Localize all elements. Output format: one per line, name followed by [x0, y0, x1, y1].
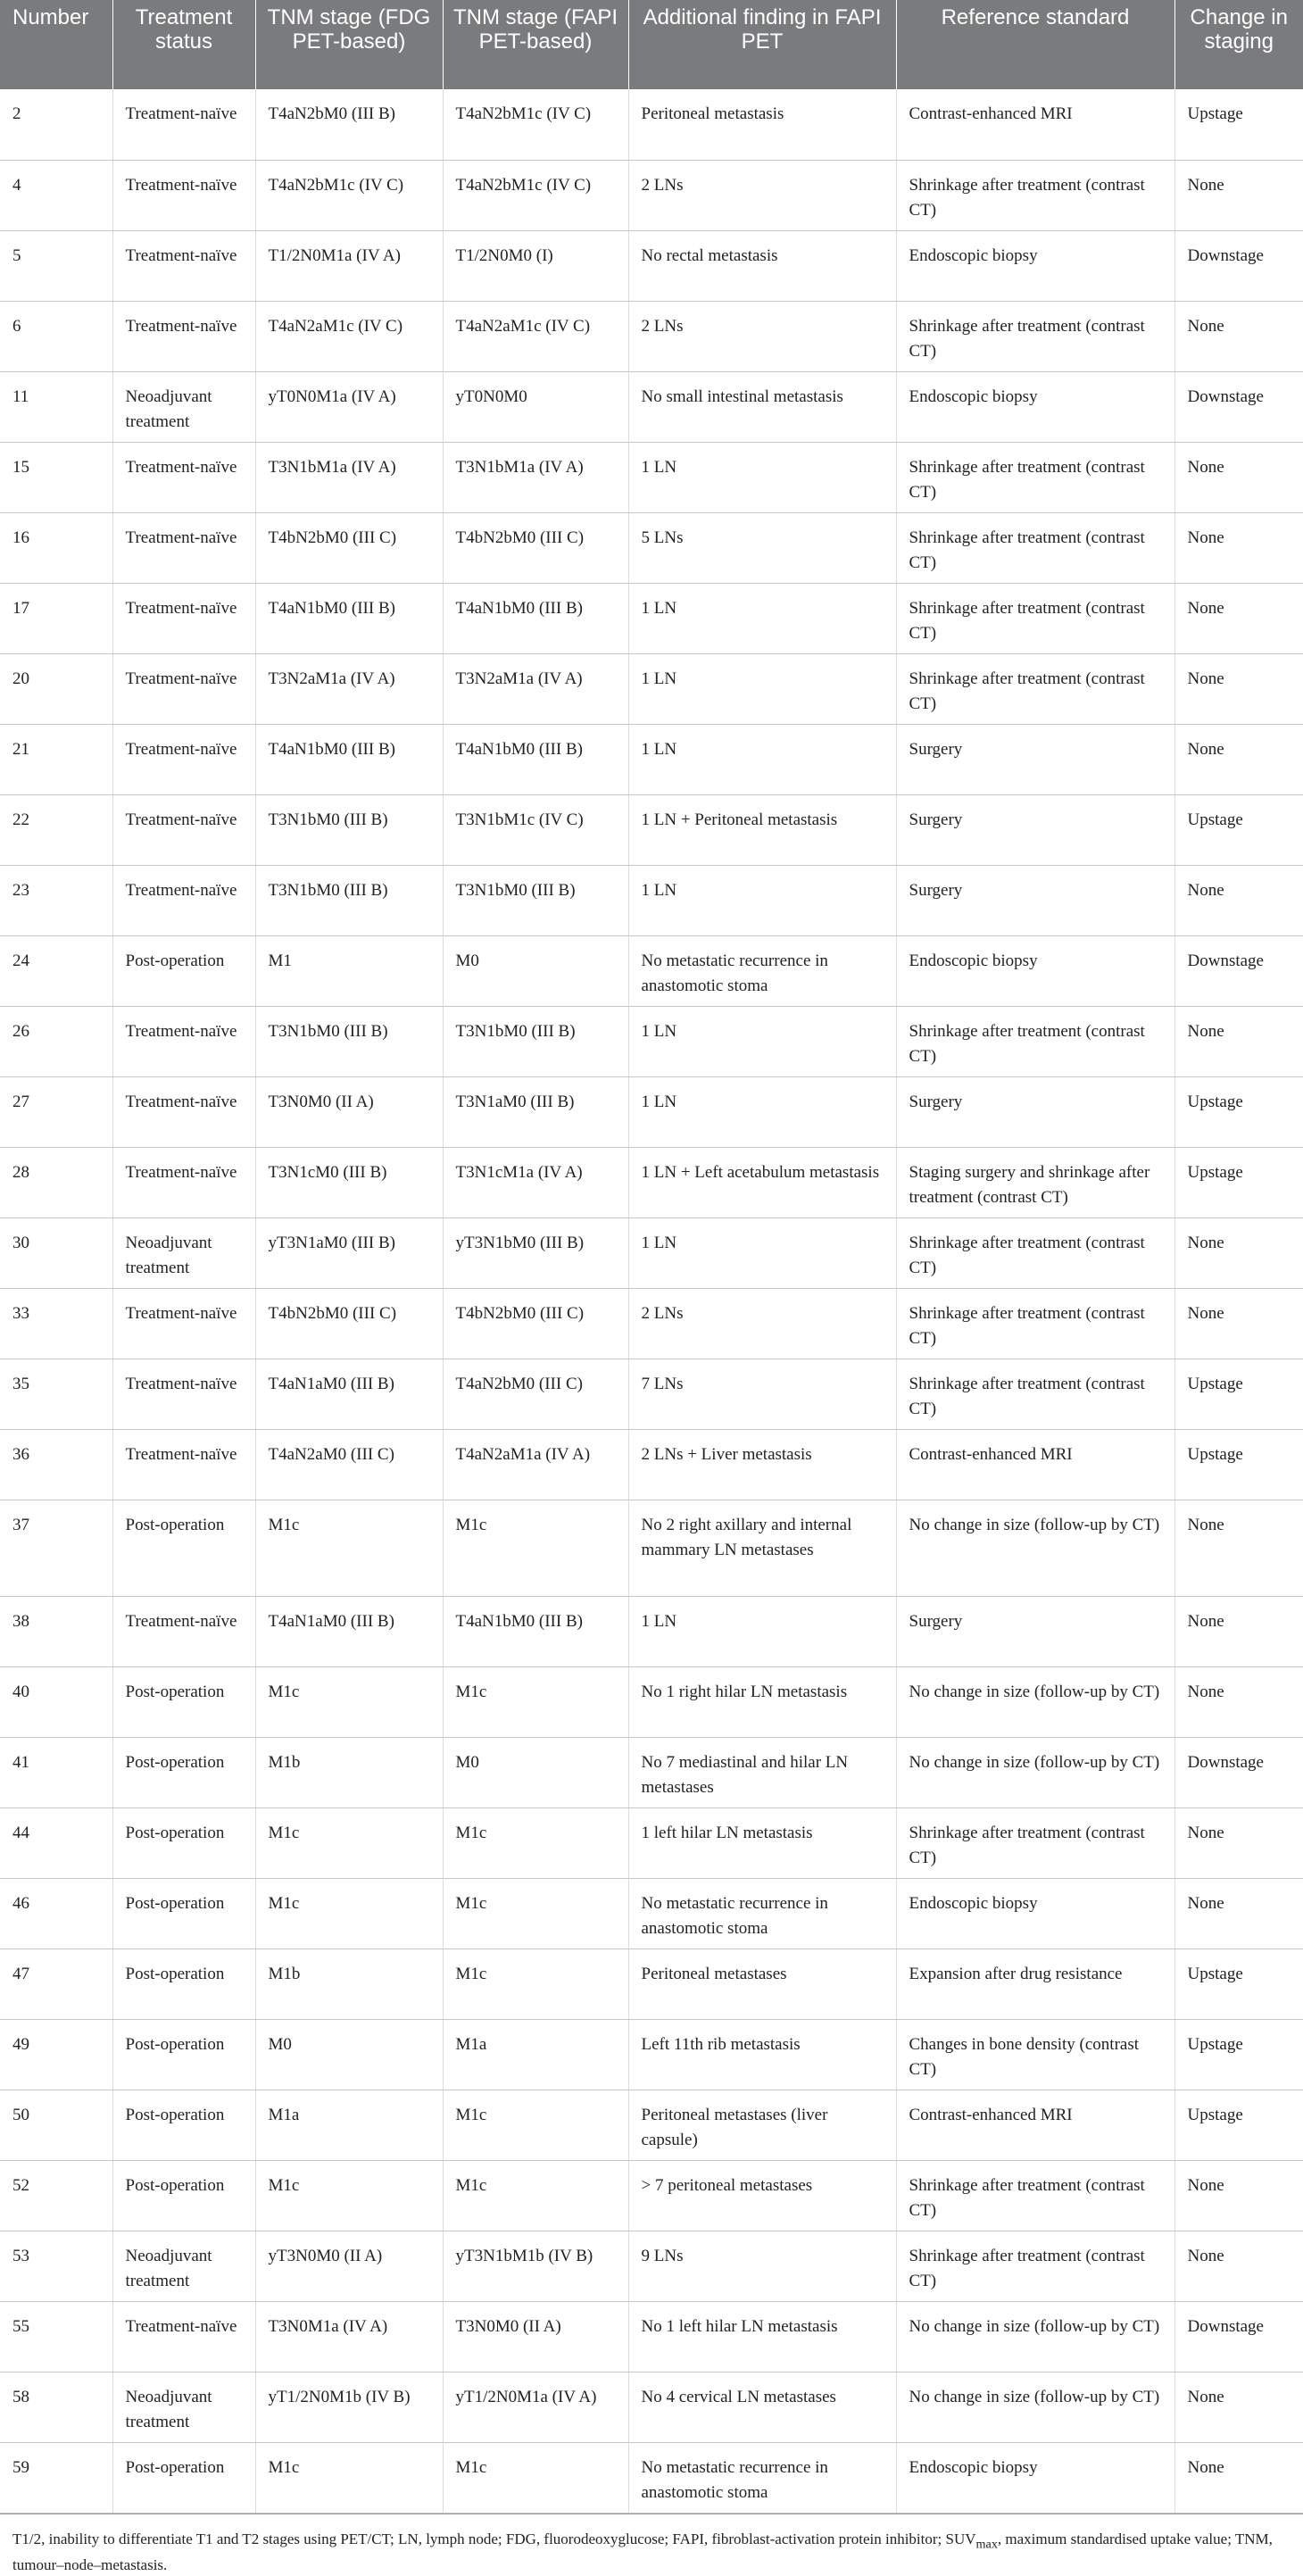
- cell-reference-standard: Surgery: [896, 1596, 1174, 1666]
- cell-tnm-fapi: T4aN2bM0 (III C): [443, 1359, 628, 1429]
- cell-number: 5: [0, 230, 112, 301]
- cell-treatment-status: Post-operation: [112, 2019, 255, 2090]
- table-row: [0, 2090, 1303, 2160]
- cell-reference-standard: Shrinkage after treatment (contrast CT): [896, 1288, 1174, 1359]
- table-row: [0, 1076, 1303, 1147]
- table-row: [0, 512, 1303, 583]
- cell-additional-finding: 1 LN + Peritoneal metastasis: [628, 794, 896, 865]
- table-row: [0, 1878, 1303, 1949]
- cell-treatment-status: Neoadjuvant treatment: [112, 2372, 255, 2442]
- cell-additional-finding: 2 LNs: [628, 301, 896, 371]
- cell-number: 6: [0, 301, 112, 371]
- cell-additional-finding: 1 left hilar LN metastasis: [628, 1807, 896, 1878]
- cell-tnm-fdg: T3N1bM0 (III B): [255, 1006, 443, 1076]
- cell-change-in-staging: None: [1174, 1596, 1303, 1666]
- cell-additional-finding: 9 LNs: [628, 2231, 896, 2301]
- cell-change-in-staging: None: [1174, 160, 1303, 230]
- table-row: [0, 2160, 1303, 2231]
- cell-tnm-fapi: T3N1bM1c (IV C): [443, 794, 628, 865]
- cell-treatment-status: Post-operation: [112, 1949, 255, 2019]
- cell-reference-standard: Shrinkage after treatment (contrast CT): [896, 2160, 1174, 2231]
- table-row: [0, 1006, 1303, 1076]
- table-row: [0, 89, 1303, 160]
- cell-tnm-fapi: T4bN2bM0 (III C): [443, 1288, 628, 1359]
- cell-reference-standard: Shrinkage after treatment (contrast CT): [896, 1359, 1174, 1429]
- cell-tnm-fdg: M1c: [255, 2160, 443, 2231]
- cell-reference-standard: Surgery: [896, 794, 1174, 865]
- table-row: [0, 1429, 1303, 1500]
- cell-reference-standard: Endoscopic biopsy: [896, 1878, 1174, 1949]
- cell-tnm-fapi: T3N1aM0 (III B): [443, 1076, 628, 1147]
- table-row: [0, 2019, 1303, 2090]
- cell-tnm-fdg: T4aN2aM0 (III C): [255, 1429, 443, 1500]
- cell-reference-standard: Shrinkage after treatment (contrast CT): [896, 1807, 1174, 1878]
- table-row: [0, 1807, 1303, 1878]
- cell-reference-standard: Shrinkage after treatment (contrast CT): [896, 2231, 1174, 2301]
- cell-number: 55: [0, 2301, 112, 2372]
- cell-number: 58: [0, 2372, 112, 2442]
- cell-tnm-fdg: M1c: [255, 1807, 443, 1878]
- cell-tnm-fdg: T4aN2bM1c (IV C): [255, 160, 443, 230]
- cell-reference-standard: Shrinkage after treatment (contrast CT): [896, 512, 1174, 583]
- cell-tnm-fapi: M0: [443, 935, 628, 1006]
- cell-treatment-status: Treatment-naïve: [112, 865, 255, 935]
- cell-additional-finding: 7 LNs: [628, 1359, 896, 1429]
- cell-change-in-staging: None: [1174, 2231, 1303, 2301]
- cell-additional-finding: No metastatic recurrence in anastomotic stoma: [628, 1878, 896, 1949]
- cell-additional-finding: No 2 right axillary and internal mammary LN metastases: [628, 1500, 896, 1596]
- cell-number: 24: [0, 935, 112, 1006]
- cell-additional-finding: 1 LN: [628, 442, 896, 512]
- cell-tnm-fapi: T4bN2bM0 (III C): [443, 512, 628, 583]
- cell-reference-standard: Surgery: [896, 724, 1174, 794]
- cell-number: 16: [0, 512, 112, 583]
- cell-additional-finding: No 7 mediastinal and hilar LN metastases: [628, 1737, 896, 1807]
- cell-number: 59: [0, 2442, 112, 2513]
- cell-tnm-fapi: T4aN1bM0 (III B): [443, 724, 628, 794]
- table-row: [0, 1359, 1303, 1429]
- cell-number: 47: [0, 1949, 112, 2019]
- table-row: [0, 724, 1303, 794]
- cell-reference-standard: Surgery: [896, 1076, 1174, 1147]
- cell-additional-finding: No 1 right hilar LN metastasis: [628, 1666, 896, 1737]
- table-row: [0, 160, 1303, 230]
- cell-additional-finding: No 4 cervical LN metastases: [628, 2372, 896, 2442]
- cell-tnm-fdg: M0: [255, 2019, 443, 2090]
- cell-treatment-status: Treatment-naïve: [112, 230, 255, 301]
- cell-reference-standard: Surgery: [896, 865, 1174, 935]
- cell-tnm-fapi: T4aN1bM0 (III B): [443, 1596, 628, 1666]
- cell-tnm-fdg: M1c: [255, 1500, 443, 1596]
- cell-tnm-fapi: T4aN2bM1c (IV C): [443, 160, 628, 230]
- cell-reference-standard: Contrast-enhanced MRI: [896, 2090, 1174, 2160]
- table-row: [0, 583, 1303, 653]
- cell-tnm-fdg: yT1/2N0M1b (IV B): [255, 2372, 443, 2442]
- cell-change-in-staging: Downstage: [1174, 935, 1303, 1006]
- cell-change-in-staging: None: [1174, 1807, 1303, 1878]
- cell-change-in-staging: None: [1174, 301, 1303, 371]
- cell-additional-finding: 1 LN: [628, 1006, 896, 1076]
- cell-additional-finding: 1 LN + Left acetabulum metastasis: [628, 1147, 896, 1217]
- table-row: [0, 653, 1303, 724]
- cell-tnm-fapi: M1c: [443, 1949, 628, 2019]
- cell-tnm-fdg: yT3N0M0 (II A): [255, 2231, 443, 2301]
- cell-change-in-staging: Upstage: [1174, 2090, 1303, 2160]
- cell-additional-finding: 1 LN: [628, 583, 896, 653]
- cell-number: 41: [0, 1737, 112, 1807]
- cell-reference-standard: Endoscopic biopsy: [896, 371, 1174, 442]
- header-additional-finding: Additional finding in FAPI PET: [628, 0, 896, 89]
- cell-number: 15: [0, 442, 112, 512]
- cell-change-in-staging: None: [1174, 1878, 1303, 1949]
- cell-additional-finding: 1 LN: [628, 865, 896, 935]
- cell-change-in-staging: Upstage: [1174, 1429, 1303, 1500]
- cell-change-in-staging: Downstage: [1174, 230, 1303, 301]
- cell-additional-finding: > 7 peritoneal metastases: [628, 2160, 896, 2231]
- cell-change-in-staging: None: [1174, 1666, 1303, 1737]
- cell-treatment-status: Treatment-naïve: [112, 442, 255, 512]
- table-row: [0, 865, 1303, 935]
- cell-change-in-staging: None: [1174, 724, 1303, 794]
- cell-additional-finding: No metastatic recurrence in anastomotic stoma: [628, 2442, 896, 2513]
- cell-tnm-fapi: M1c: [443, 1666, 628, 1737]
- cell-additional-finding: No 1 left hilar LN metastasis: [628, 2301, 896, 2372]
- cell-additional-finding: 1 LN: [628, 1596, 896, 1666]
- cell-tnm-fapi: T3N1bM0 (III B): [443, 865, 628, 935]
- cell-reference-standard: Contrast-enhanced MRI: [896, 1429, 1174, 1500]
- cell-treatment-status: Treatment-naïve: [112, 1006, 255, 1076]
- cell-reference-standard: Endoscopic biopsy: [896, 230, 1174, 301]
- cell-treatment-status: Treatment-naïve: [112, 1429, 255, 1500]
- cell-reference-standard: Shrinkage after treatment (contrast CT): [896, 583, 1174, 653]
- cell-tnm-fapi: M1a: [443, 2019, 628, 2090]
- cell-tnm-fapi: T4aN2aM1c (IV C): [443, 301, 628, 371]
- cell-reference-standard: Staging surgery and shrinkage after treatment (contrast CT): [896, 1147, 1174, 1217]
- table-header: [0, 0, 1303, 89]
- cell-reference-standard: No change in size (follow-up by CT): [896, 1500, 1174, 1596]
- cell-change-in-staging: Upstage: [1174, 1147, 1303, 1217]
- cell-tnm-fdg: T3N1bM0 (III B): [255, 865, 443, 935]
- cell-treatment-status: Treatment-naïve: [112, 1147, 255, 1217]
- cell-additional-finding: 1 LN: [628, 1076, 896, 1147]
- table-row: [0, 1737, 1303, 1807]
- cell-tnm-fapi: T1/2N0M0 (I): [443, 230, 628, 301]
- table-row: [0, 794, 1303, 865]
- cell-treatment-status: Treatment-naïve: [112, 2301, 255, 2372]
- cell-tnm-fdg: T4aN1bM0 (III B): [255, 583, 443, 653]
- cell-treatment-status: Neoadjuvant treatment: [112, 371, 255, 442]
- cell-treatment-status: Post-operation: [112, 1878, 255, 1949]
- table-row: [0, 371, 1303, 442]
- cell-additional-finding: Left 11th rib metastasis: [628, 2019, 896, 2090]
- cell-number: 49: [0, 2019, 112, 2090]
- cell-tnm-fdg: T3N1bM1a (IV A): [255, 442, 443, 512]
- cell-reference-standard: Shrinkage after treatment (contrast CT): [896, 160, 1174, 230]
- cell-tnm-fdg: M1: [255, 935, 443, 1006]
- cell-number: 22: [0, 794, 112, 865]
- cell-reference-standard: Expansion after drug resistance: [896, 1949, 1174, 2019]
- header-number: Number: [0, 0, 112, 89]
- header-treatment-status: Treatment status: [112, 0, 255, 89]
- cell-treatment-status: Post-operation: [112, 2090, 255, 2160]
- cell-tnm-fdg: T4bN2bM0 (III C): [255, 1288, 443, 1359]
- cell-treatment-status: Treatment-naïve: [112, 1359, 255, 1429]
- cell-tnm-fdg: T3N1bM0 (III B): [255, 794, 443, 865]
- cell-number: 4: [0, 160, 112, 230]
- cell-tnm-fdg: T4aN2bM0 (III B): [255, 89, 443, 160]
- table-footnote: [0, 2514, 1303, 2576]
- table-row: [0, 935, 1303, 1006]
- cell-tnm-fdg: M1b: [255, 1737, 443, 1807]
- cell-treatment-status: Post-operation: [112, 2442, 255, 2513]
- cell-tnm-fapi: M1c: [443, 2090, 628, 2160]
- cell-tnm-fapi: yT3N1bM0 (III B): [443, 1217, 628, 1288]
- cell-treatment-status: Treatment-naïve: [112, 1288, 255, 1359]
- cell-change-in-staging: Upstage: [1174, 2019, 1303, 2090]
- cell-reference-standard: Changes in bone density (contrast CT): [896, 2019, 1174, 2090]
- cell-number: 40: [0, 1666, 112, 1737]
- cell-number: 35: [0, 1359, 112, 1429]
- cell-additional-finding: No small intestinal metastasis: [628, 371, 896, 442]
- cell-change-in-staging: None: [1174, 653, 1303, 724]
- table-row: [0, 442, 1303, 512]
- header-tnm-fapi: TNM stage (FAPI PET-based): [443, 0, 628, 89]
- cell-change-in-staging: None: [1174, 1500, 1303, 1596]
- cell-change-in-staging: None: [1174, 2372, 1303, 2442]
- cell-reference-standard: Shrinkage after treatment (contrast CT): [896, 653, 1174, 724]
- cell-tnm-fapi: M0: [443, 1737, 628, 1807]
- cell-change-in-staging: None: [1174, 865, 1303, 935]
- cell-additional-finding: Peritoneal metastases (liver capsule): [628, 2090, 896, 2160]
- cell-number: 53: [0, 2231, 112, 2301]
- cell-additional-finding: 1 LN: [628, 1217, 896, 1288]
- table-row: [0, 1147, 1303, 1217]
- table-row: [0, 1666, 1303, 1737]
- cell-tnm-fapi: T3N1bM1a (IV A): [443, 442, 628, 512]
- cell-change-in-staging: None: [1174, 583, 1303, 653]
- cell-number: 36: [0, 1429, 112, 1500]
- table-row: [0, 1500, 1303, 1596]
- cell-treatment-status: Post-operation: [112, 1666, 255, 1737]
- cell-tnm-fapi: T3N1bM0 (III B): [443, 1006, 628, 1076]
- cell-change-in-staging: Downstage: [1174, 2301, 1303, 2372]
- cell-change-in-staging: None: [1174, 442, 1303, 512]
- cell-reference-standard: No change in size (follow-up by CT): [896, 1737, 1174, 1807]
- cell-tnm-fdg: T3N0M0 (II A): [255, 1076, 443, 1147]
- cell-tnm-fdg: T1/2N0M1a (IV A): [255, 230, 443, 301]
- cell-tnm-fapi: yT0N0M0: [443, 371, 628, 442]
- cell-change-in-staging: Upstage: [1174, 794, 1303, 865]
- cell-tnm-fdg: T4aN1bM0 (III B): [255, 724, 443, 794]
- cell-additional-finding: 1 LN: [628, 653, 896, 724]
- cell-tnm-fdg: T4aN2aM1c (IV C): [255, 301, 443, 371]
- cell-tnm-fapi: M1c: [443, 2160, 628, 2231]
- table-row: [0, 301, 1303, 371]
- cell-number: 20: [0, 653, 112, 724]
- cell-reference-standard: No change in size (follow-up by CT): [896, 1666, 1174, 1737]
- footnote-subscript: max: [975, 2536, 998, 2551]
- cell-number: 52: [0, 2160, 112, 2231]
- cell-additional-finding: 1 LN: [628, 724, 896, 794]
- cell-treatment-status: Treatment-naïve: [112, 1596, 255, 1666]
- cell-number: 37: [0, 1500, 112, 1596]
- cell-reference-standard: Shrinkage after treatment (contrast CT): [896, 442, 1174, 512]
- cell-change-in-staging: Upstage: [1174, 89, 1303, 160]
- cell-treatment-status: Neoadjuvant treatment: [112, 2231, 255, 2301]
- cell-tnm-fapi: T3N1cM1a (IV A): [443, 1147, 628, 1217]
- cell-tnm-fdg: T3N2aM1a (IV A): [255, 653, 443, 724]
- cell-additional-finding: No rectal metastasis: [628, 230, 896, 301]
- cell-change-in-staging: None: [1174, 2160, 1303, 2231]
- cell-tnm-fapi: T3N2aM1a (IV A): [443, 653, 628, 724]
- cell-number: 2: [0, 89, 112, 160]
- table-row: [0, 2442, 1303, 2513]
- cell-treatment-status: Treatment-naïve: [112, 160, 255, 230]
- cell-treatment-status: Treatment-naïve: [112, 512, 255, 583]
- cell-reference-standard: Contrast-enhanced MRI: [896, 89, 1174, 160]
- cell-tnm-fdg: yT0N0M1a (IV A): [255, 371, 443, 442]
- cell-number: 27: [0, 1076, 112, 1147]
- cell-reference-standard: No change in size (follow-up by CT): [896, 2372, 1174, 2442]
- cell-tnm-fapi: M1c: [443, 1878, 628, 1949]
- cell-tnm-fdg: yT3N1aM0 (III B): [255, 1217, 443, 1288]
- cell-treatment-status: Post-operation: [112, 2160, 255, 2231]
- cell-tnm-fapi: M1c: [443, 2442, 628, 2513]
- cell-tnm-fdg: T4aN1aM0 (III B): [255, 1359, 443, 1429]
- cell-tnm-fapi: M1c: [443, 1500, 628, 1596]
- cell-tnm-fdg: T4bN2bM0 (III C): [255, 512, 443, 583]
- cell-treatment-status: Post-operation: [112, 1807, 255, 1878]
- cell-treatment-status: Treatment-naïve: [112, 583, 255, 653]
- cell-tnm-fdg: T3N0M1a (IV A): [255, 2301, 443, 2372]
- cell-change-in-staging: None: [1174, 2442, 1303, 2513]
- footnote-text-end: , maximum standardised uptake value; TNM, tumour–node–metastasis.: [12, 2530, 1273, 2573]
- cell-change-in-staging: Upstage: [1174, 1949, 1303, 2019]
- cell-tnm-fdg: T4aN1aM0 (III B): [255, 1596, 443, 1666]
- cell-reference-standard: Shrinkage after treatment (contrast CT): [896, 1006, 1174, 1076]
- cell-reference-standard: Endoscopic biopsy: [896, 2442, 1174, 2513]
- cell-reference-standard: No change in size (follow-up by CT): [896, 2301, 1174, 2372]
- cell-treatment-status: Treatment-naïve: [112, 1076, 255, 1147]
- table-row: [0, 2301, 1303, 2372]
- cell-additional-finding: 2 LNs: [628, 160, 896, 230]
- cell-number: 26: [0, 1006, 112, 1076]
- cell-change-in-staging: Upstage: [1174, 1359, 1303, 1429]
- table-row: [0, 230, 1303, 301]
- cell-tnm-fapi: yT1/2N0M1a (IV A): [443, 2372, 628, 2442]
- table-row: [0, 1596, 1303, 1666]
- cell-reference-standard: Shrinkage after treatment (contrast CT): [896, 1217, 1174, 1288]
- cell-additional-finding: 2 LNs + Liver metastasis: [628, 1429, 896, 1500]
- cell-tnm-fdg: M1c: [255, 2442, 443, 2513]
- cell-treatment-status: Treatment-naïve: [112, 653, 255, 724]
- cell-tnm-fapi: T3N0M0 (II A): [443, 2301, 628, 2372]
- cell-treatment-status: Treatment-naïve: [112, 794, 255, 865]
- cell-additional-finding: Peritoneal metastases: [628, 1949, 896, 2019]
- cell-additional-finding: 2 LNs: [628, 1288, 896, 1359]
- footnote-text: T1/2, inability to differentiate T1 and T2 stages using PET/CT; LN, lymph node; FDG, fluorodeoxyglucose; FAPI, fibroblast-activation protein inhibitor; SUV: [12, 2530, 976, 2547]
- table-row: [0, 2231, 1303, 2301]
- cell-change-in-staging: Upstage: [1174, 1076, 1303, 1147]
- cell-number: 38: [0, 1596, 112, 1666]
- cell-additional-finding: No metastatic recurrence in anastomotic stoma: [628, 935, 896, 1006]
- table-row: [0, 1217, 1303, 1288]
- cell-additional-finding: 5 LNs: [628, 512, 896, 583]
- cell-treatment-status: Treatment-naïve: [112, 89, 255, 160]
- cell-change-in-staging: Downstage: [1174, 1737, 1303, 1807]
- table-row: [0, 2372, 1303, 2442]
- cell-treatment-status: Post-operation: [112, 1500, 255, 1596]
- cell-reference-standard: Shrinkage after treatment (contrast CT): [896, 301, 1174, 371]
- cell-number: 46: [0, 1878, 112, 1949]
- cell-number: 23: [0, 865, 112, 935]
- cell-change-in-staging: None: [1174, 512, 1303, 583]
- cell-number: 28: [0, 1147, 112, 1217]
- header-reference-standard: Reference standard: [896, 0, 1174, 89]
- cell-reference-standard: Endoscopic biopsy: [896, 935, 1174, 1006]
- cell-number: 11: [0, 371, 112, 442]
- cell-tnm-fapi: yT3N1bM1b (IV B): [443, 2231, 628, 2301]
- cell-tnm-fdg: T3N1cM0 (III B): [255, 1147, 443, 1217]
- cell-change-in-staging: None: [1174, 1006, 1303, 1076]
- cell-tnm-fdg: M1c: [255, 1878, 443, 1949]
- cell-tnm-fapi: M1c: [443, 1807, 628, 1878]
- cell-change-in-staging: None: [1174, 1288, 1303, 1359]
- header-tnm-fdg: TNM stage (FDG PET-based): [255, 0, 443, 89]
- cell-treatment-status: Neoadjuvant treatment: [112, 1217, 255, 1288]
- table-row: [0, 1288, 1303, 1359]
- cell-tnm-fapi: T4aN1bM0 (III B): [443, 583, 628, 653]
- cell-treatment-status: Treatment-naïve: [112, 301, 255, 371]
- cell-additional-finding: Peritoneal metastasis: [628, 89, 896, 160]
- cell-treatment-status: Post-operation: [112, 935, 255, 1006]
- cell-number: 17: [0, 583, 112, 653]
- cell-number: 33: [0, 1288, 112, 1359]
- cell-number: 30: [0, 1217, 112, 1288]
- cell-tnm-fdg: M1a: [255, 2090, 443, 2160]
- cell-change-in-staging: Downstage: [1174, 371, 1303, 442]
- header-change-in-staging: Change in staging: [1174, 0, 1303, 89]
- table-body: [0, 89, 1303, 2513]
- cell-treatment-status: Post-operation: [112, 1737, 255, 1807]
- cell-tnm-fapi: T4aN2aM1a (IV A): [443, 1429, 628, 1500]
- cell-treatment-status: Treatment-naïve: [112, 724, 255, 794]
- cell-tnm-fapi: T4aN2bM1c (IV C): [443, 89, 628, 160]
- cell-number: 50: [0, 2090, 112, 2160]
- cell-change-in-staging: None: [1174, 1217, 1303, 1288]
- table-row: [0, 1949, 1303, 2019]
- cell-tnm-fdg: M1c: [255, 1666, 443, 1737]
- cell-number: 21: [0, 724, 112, 794]
- cell-tnm-fdg: M1b: [255, 1949, 443, 2019]
- cell-number: 44: [0, 1807, 112, 1878]
